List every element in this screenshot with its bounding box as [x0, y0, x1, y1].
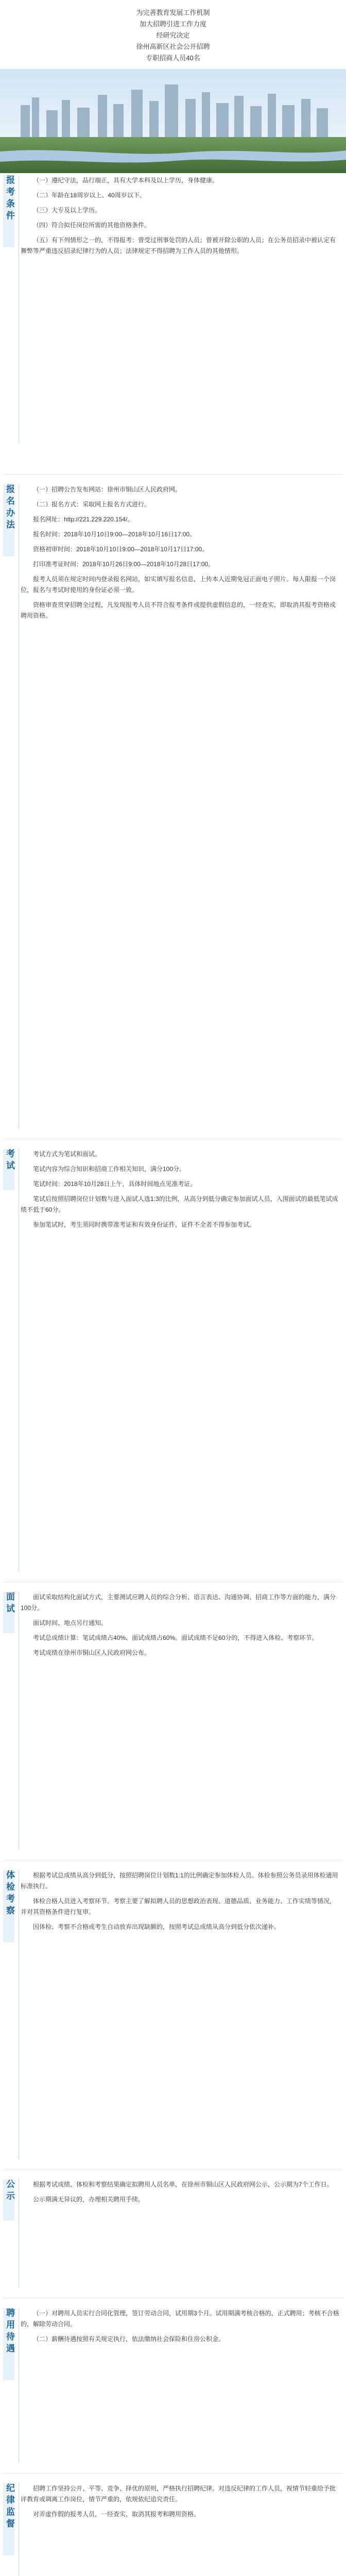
- interview-para-4: 考试成绩在徐州市铜山区人民政府网公布。: [33, 1649, 151, 1656]
- section-exam: [0, 1149, 346, 1571]
- section-interview: [0, 1592, 346, 1850]
- publicity-para-1: 根据考试成绩、体检和考察结果确定拟聘用人员名单，在徐州市铜山区人民政府网公示，公示期为7个工作日。: [33, 2181, 333, 2188]
- req-item-5: （五）有下列情形之一的，不得报考：曾受过刑事处罚的人员；曾被开除公职的人员；在公务员招录中被认定有舞弊等严重违反招录纪律行为的人员；法律规定不得招聘为工作人员的其他情形。: [21, 236, 336, 255]
- section-publicity: [0, 2179, 346, 2287]
- discipline-para-1: 招聘工作坚持公开、平等、竞争、择优的原则，严格执行招聘纪律。对违反纪律的工作人员，视情节轻重给予批评教育或调离工作岗位，情节严重的，依规依纪追究责任。: [21, 2485, 336, 2503]
- section-discipline-heading: 纪律监督: [3, 2483, 14, 2555]
- reg-para-8: 资格审查贯穿招聘全过程，凡发现报考人员不符合报考条件或提供虚假信息的，一经查实，即取消其报考资格或聘用资格。: [21, 601, 336, 619]
- reg-para-5: 资格初审时间：2018年10月10日9:00—2018年10月17日17:00。: [33, 546, 209, 553]
- section-publicity-heading: 公示: [3, 2179, 14, 2221]
- check-para-3: 因体检、考察不合格或考生自动放弃出现缺额的，按照考试总成绩从高分到低分依次递补。: [33, 1923, 281, 1930]
- exam-para-1: 考试方式为笔试和面试。: [33, 1150, 101, 1158]
- exam-para-4: 笔试后按照招聘岗位计划数与进入面试人选1:3的比例，从高分到低分确定参加面试人员，入围面试的最低笔试成绩不低于60分。: [21, 1195, 338, 1213]
- employment-para-2: （二）薪酬待遇按照有关规定执行，依法缴纳社会保险和住房公积金。: [33, 2335, 225, 2343]
- reg-para-6: 打印准考证时间：2018年10月26日9:00—2018年10月28日17:00。: [33, 561, 215, 568]
- req-item-4: （四）符合拟任岗位所需的其他资格条件。: [33, 222, 151, 229]
- section-registration: [0, 484, 346, 1128]
- section-employment: [0, 2308, 346, 2463]
- interview-para-3: 考试总成绩计算：笔试成绩占40%、面试成绩占60%。面试成绩不足60分的，不得进入体检、考察环节。: [33, 1634, 318, 1641]
- reg-para-4: 报名时间：2018年10月10日9:00—2018年10月16日17:00。: [33, 531, 196, 538]
- intro-block: [0, 0, 346, 64]
- reg-para-2: （二）报名方式：采取网上报名方式进行。: [33, 501, 151, 508]
- intro-line-2: 加大招聘引进工作力度: [139, 20, 206, 28]
- employment-para-1: （一）对聘用人员实行合同化管理，签订劳动合同，试用期3个月。试用期满考核合格的，正式聘用；考核不合格的，解除劳动合同。: [21, 2310, 339, 2328]
- reg-para-1: （一）招聘公告发布网站：徐州市铜山区人民政府网。: [33, 486, 182, 493]
- section-employment-heading: 聘用待遇: [3, 2308, 14, 2380]
- section-exam-heading: 考试: [3, 1149, 14, 1190]
- interview-para-2: 面试时间、地点另行通知。: [33, 1619, 108, 1626]
- reg-para-7: 报考人员须在规定时间内登录报名网站，如实填写报名信息，上传本人近期免冠正面电子照片。每人限报一个岗位，报名与考试时使用的身份证必须一致。: [21, 575, 336, 594]
- exam-para-2: 笔试内容为综合知识和招商工作相关知识，满分100分。: [33, 1165, 186, 1173]
- req-item-2: （二）年龄在18周岁以上、40周岁以下。: [33, 192, 146, 199]
- intro-line-3: 经研究决定: [156, 31, 190, 39]
- check-para-1: 根据考试总成绩从高分到低分，按照招聘岗位计划数1:1的比例确定参加体检人员。体检参照公务员录用体检通用标准执行。: [21, 1872, 338, 1890]
- intro-line-1: 为完善教育发展工作机制: [136, 9, 210, 16]
- check-para-2: 体检合格人员进入考察环节。考察主要了解拟聘人员的思想政治表现、道德品质、业务能力、工作实绩等情况，并对其资格条件进行复审。: [21, 1897, 336, 1916]
- section-requirements-heading: 报考条件: [3, 175, 14, 247]
- section-requirements: [0, 175, 346, 443]
- section-interview-heading: 面试: [3, 1592, 14, 1633]
- publicity-para-2: 公示期满无异议的，办理相关聘用手续。: [33, 2196, 145, 2203]
- section-physical-check-heading: 体检考察: [3, 1870, 14, 1942]
- req-item-3: （三）大专及以上学历。: [33, 207, 101, 214]
- exam-para-3: 笔试时间：2018年10月28日上午，具体时间地点见准考证。: [33, 1180, 197, 1188]
- section-physical-check: [0, 1870, 346, 2159]
- reg-para-3[interactable]: 报名网址：http://221.229.220.154/。: [33, 516, 134, 523]
- section-discipline: [0, 2483, 346, 2576]
- req-item-1: （一）遵纪守法，品行端正，具有大学本科及以上学历，身体健康。: [33, 177, 219, 184]
- intro-line-4: 徐州高新区社会公开招聘: [136, 43, 210, 50]
- interview-para-1: 面试采取结构化面试方式，主要测试应聘人员的综合分析、语言表达、沟通协调、招商工作等方面的能力，满分100分。: [21, 1594, 336, 1612]
- intro-line-5: 专职招商人员40名: [146, 54, 200, 62]
- discipline-para-2: 对弄虚作假的报考人员，一经查实，取消其报考和聘用资格。: [33, 2511, 200, 2518]
- exam-para-5: 参加笔试时，考生须同时携带准考证和有效身份证件，证件不全者不得参加考试。: [33, 1221, 256, 1228]
- city-skyline-image: [0, 69, 346, 173]
- section-registration-heading: 报名办法: [3, 484, 14, 556]
